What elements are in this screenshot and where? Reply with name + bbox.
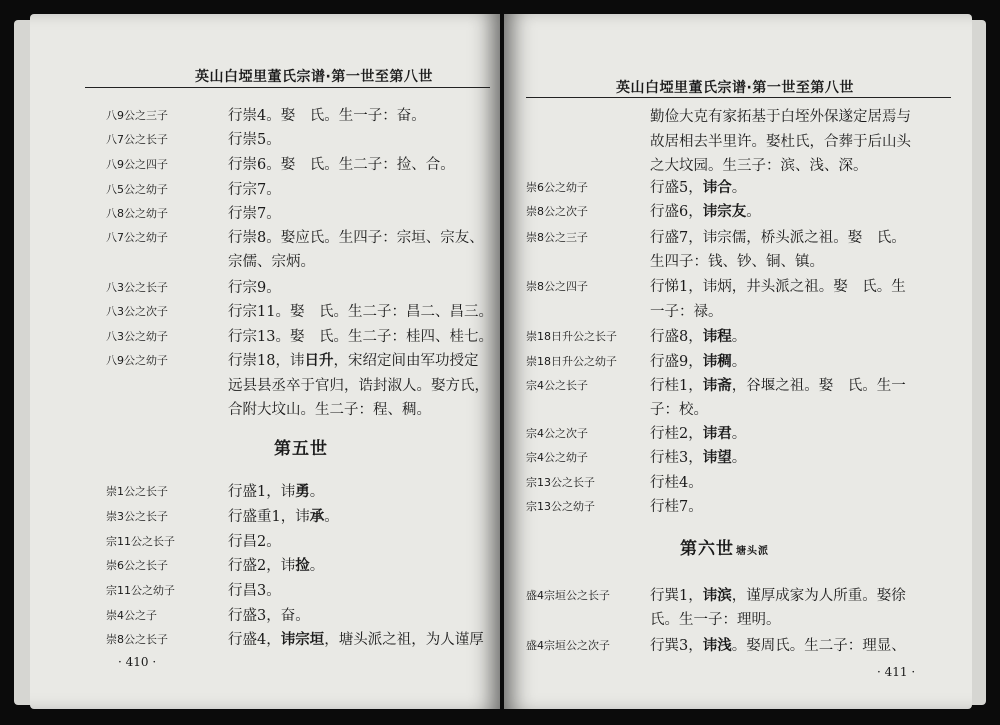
entry-text-part: 。 [731,450,747,466]
entry-text [650,422,746,443]
entry-text [650,350,746,371]
entry-text: 行崇6。娶 氏。生二子：捡、合。 [228,157,455,173]
entry-text: 行崇5。 [228,132,281,148]
section-subtitle: 塘头派 [736,546,769,557]
right-page [504,14,972,709]
entry-text-part: 行巽3， [650,638,703,654]
entry-text-part: 行盛8， [650,329,703,345]
entry-text-part: 勇 [295,483,310,500]
entry-text [650,176,746,197]
entry-text-part: 行盛7，讳宗儒，桥头派之祖。娶 氏。 [650,230,906,246]
running-head-left: 英山白埡里董氏宗谱·第一世至第八世 [195,69,433,85]
generation-label: 宗4公之幼子 [526,451,588,464]
intro-text-line: 勤俭大克有家拓基于白垤外保遂定居焉与 [650,109,911,125]
generation-label: 崇6公之幼子 [526,181,588,194]
entry-text: 行昌2。 [228,534,281,550]
entry-text [228,505,339,526]
entry-text-part: 。 [731,180,747,196]
entry-text-part: 行桂2， [650,426,703,442]
entry-text: 行昌3。 [228,583,281,599]
entry-text-part: 。 [324,509,339,525]
entry-text-part: 。娶周氏。生二子：理显、 [731,638,906,654]
generation-label: 八3公之长子 [106,281,168,294]
entry-text [650,446,746,467]
generation-label: 宗13公之长子 [526,476,595,489]
running-head-right: 英山白埡里董氏宗谱·第一世至第八世 [616,80,854,96]
entry-text-part: 行盛9， [650,354,703,370]
entry-text-part: ，塘头派之祖，为人谨厚 [324,632,484,648]
entry-text-part: 讳君 [702,425,732,442]
entry-text: 行宗7。 [228,182,281,198]
generation-label: 崇8公之次子 [526,205,588,218]
entry-text-part: 。 [731,329,747,345]
entry-text-part: 讳滨 [702,587,732,604]
entry-text: 行崇4。娶 氏。生一子：奋。 [228,108,426,124]
generation-label: 宗13公之幼子 [526,500,595,513]
generation-label: 盛4宗垣公之次子 [526,639,610,652]
section-title-fifth-generation: 第五世 [274,439,328,459]
entry-text-part: 讳合 [702,179,732,196]
entry-text: 宗儒、宗炳。 [228,254,315,270]
left-page [30,14,500,709]
generation-label: 八8公之幼子 [106,207,168,220]
entry-text-part: 行盛1，讳 [228,484,296,500]
generation-label: 崇18日升公之长子 [526,330,617,343]
entry-text: 行宗11。娶 氏。生二子：昌二、昌三。 [228,304,493,320]
header-rule-left [85,87,490,88]
page-number-left: · 410 · [118,655,157,669]
entry-text-part: 日升 [304,352,334,369]
entry-text-part: 讳浅 [702,637,732,654]
entry-text-part: 捡 [295,557,310,574]
entry-text: 子：校。 [650,402,708,418]
generation-label: 崇4公之子 [106,609,157,622]
entry-text-part: 行盛重1，讳 [228,509,310,525]
entry-text: 生四子：钱、钞、铜、镇。 [650,254,824,270]
entry-text-part: 讳程 [702,328,732,345]
entry-text-part: 讳宗友 [702,203,747,220]
entry-text: 氏。生一子：理明。 [650,612,781,628]
entry-text-part: 讳斋 [702,377,732,394]
generation-label: 盛4宗垣公之长子 [526,589,610,602]
book-edge-left [14,20,30,705]
entry-text-part: 行崇18，讳 [228,353,305,369]
entry-text [650,275,906,296]
page-number-right: · 411 · [877,665,916,679]
entry-text-part: ，谨厚成家为人所重。娶徐 [731,588,906,604]
generation-label: 宗4公之次子 [526,427,588,440]
entry-text-part: 行巽1， [650,588,703,604]
entry-text [228,554,324,575]
generation-label: 崇6公之长子 [106,559,168,572]
entry-text [228,349,478,370]
entry-text-part: 。 [309,484,325,500]
entry-text: 行盛3，奋。 [228,608,310,624]
entry-text-part: 。 [731,354,747,370]
entry-text [650,634,906,655]
generation-label: 崇8公之长子 [106,633,168,646]
entry-text-part: ，宋绍定间由军功授定 [333,353,479,369]
entry-text: 行桂4。 [650,475,703,491]
entry-text: 行桂7。 [650,499,703,515]
entry-text-part: 行桂1， [650,378,703,394]
entry-text: 合附大坟山。生二子：程、稠。 [228,402,431,418]
entry-text-part: 讳宗垣 [280,631,325,648]
entry-text-part: 行盛4， [228,632,281,648]
entry-text [228,628,484,649]
header-rule-right [526,97,951,98]
entry-text-part: 讳望 [702,449,732,466]
section-title-text: 第六世 [680,539,734,559]
generation-label: 崇1公之长子 [106,485,168,498]
entry-text [650,226,906,247]
generation-label: 崇3公之长子 [106,510,168,523]
section-title-sixth-generation [680,534,769,559]
generation-label: 八9公之四子 [106,158,168,171]
entry-text: 行崇7。 [228,206,281,222]
entry-text [650,584,906,605]
entry-text-part: ，谷堰之祖。娶 氏。生一 [731,378,906,394]
generation-label: 崇8公之四子 [526,280,588,293]
generation-label: 宗4公之长子 [526,379,588,392]
entry-text-part: 。 [309,558,325,574]
entry-text: 行崇8。娶应氏。生四子：宗垣、宗友、 [228,230,484,246]
generation-label: 八7公之幼子 [106,231,168,244]
entry-text-part: 。 [731,426,747,442]
entry-text-part: 行盛6， [650,204,703,220]
book-edge-right [972,20,986,705]
entry-text-part: 行悌1，讳炳，井头派之祖。娶 氏。生 [650,279,906,295]
entry-text-part: 行盛5， [650,180,703,196]
generation-label: 宗11公之长子 [106,535,175,548]
entry-text: 行宗13。娶 氏。生二子：桂四、桂七。 [228,329,493,345]
entry-text [228,480,324,501]
entry-text: 行宗9。 [228,280,281,296]
entry-text: 一子：禄。 [650,304,723,320]
generation-label: 八7公之长子 [106,133,168,146]
entry-text-part: 行盛2，讳 [228,558,296,574]
entry-text [650,200,761,221]
generation-label: 八3公之幼子 [106,330,168,343]
generation-label: 八9公之三子 [106,109,168,122]
entry-text-part: 。 [746,204,761,220]
entry-text [650,325,746,346]
generation-label: 八5公之幼子 [106,183,168,196]
intro-text-line: 故居相去半里许。娶杜氏，合葬于后山头 [650,134,911,150]
generation-label: 宗11公之幼子 [106,584,175,597]
generation-label: 八9公之幼子 [106,354,168,367]
generation-label: 崇8公之三子 [526,231,588,244]
entry-text-part: 讳稠 [702,353,732,370]
entry-text-part: 行桂3， [650,450,703,466]
generation-label: 八3公之次子 [106,305,168,318]
entry-text: 远县县丞卒于官归，诰封淑人。娶方氏， [228,378,489,394]
generation-label: 崇18日升公之幼子 [526,355,617,368]
intro-text-line: 之大坟园。生三子：滨、浅、深。 [650,158,868,174]
entry-text [650,374,906,395]
entry-text-part: 承 [309,508,325,525]
